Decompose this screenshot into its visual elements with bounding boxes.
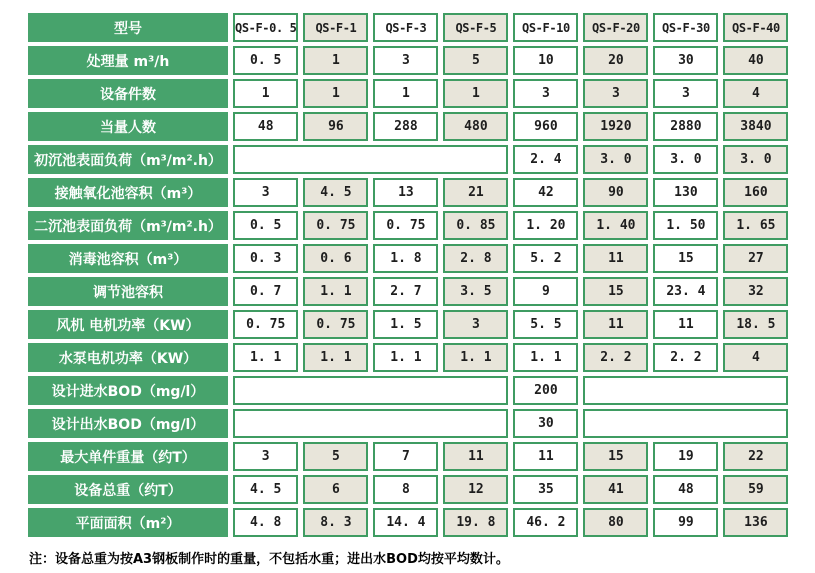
value-cell: 12: [443, 475, 508, 504]
value-cell: 3: [373, 46, 438, 75]
row-label: 风机 电机功率（KW）: [28, 310, 228, 339]
spec-table: [23, 9, 793, 541]
value-cell: 1. 5: [373, 310, 438, 339]
value-cell: 1: [303, 79, 368, 108]
spec-table-body: [28, 13, 788, 537]
value-cell: 19: [653, 442, 718, 471]
value-cell: 1. 1: [373, 343, 438, 372]
value-cell: 6: [303, 475, 368, 504]
table-row: [28, 442, 788, 471]
model-header-cell: QS-F-30: [653, 13, 718, 42]
row-label: 最大单件重量（约T）: [28, 442, 228, 471]
value-cell: 19. 8: [443, 508, 508, 537]
row-label: 水泵电机功率（KW）: [28, 343, 228, 372]
value-cell: 80: [583, 508, 648, 537]
value-cell: 15: [653, 244, 718, 273]
value-cell: 11: [443, 442, 508, 471]
table-row: [28, 46, 788, 75]
value-cell: 1. 1: [443, 343, 508, 372]
row-label: 接触氧化池容积（m³）: [28, 178, 228, 207]
value-cell: 0. 5: [233, 211, 298, 240]
value-cell: 22: [723, 442, 788, 471]
table-row: [28, 376, 788, 405]
value-cell: 41: [583, 475, 648, 504]
value-cell: 160: [723, 178, 788, 207]
value-cell: 10: [513, 46, 578, 75]
value-cell: 2. 4: [513, 145, 578, 174]
empty-merged-cell: [233, 409, 508, 438]
table-row: [28, 310, 788, 339]
value-cell: 59: [723, 475, 788, 504]
value-cell: 0. 85: [443, 211, 508, 240]
value-cell: 32: [723, 277, 788, 306]
value-cell: 2. 2: [583, 343, 648, 372]
value-cell: 0. 7: [233, 277, 298, 306]
row-label: 设计出水BOD（mg/l）: [28, 409, 228, 438]
row-label: 设备总重（约T）: [28, 475, 228, 504]
value-cell: 1: [303, 46, 368, 75]
table-row: [28, 277, 788, 306]
table-row: [28, 244, 788, 273]
value-cell: 1. 1: [233, 343, 298, 372]
table-row: [28, 145, 788, 174]
value-cell: 3: [443, 310, 508, 339]
value-cell: 8: [373, 475, 438, 504]
model-header-cell: QS-F-1: [303, 13, 368, 42]
value-cell: 30: [513, 409, 578, 438]
value-cell: 4. 5: [233, 475, 298, 504]
value-cell: 9: [513, 277, 578, 306]
value-cell: 3: [653, 79, 718, 108]
table-row: [28, 211, 788, 240]
value-cell: 15: [583, 442, 648, 471]
value-cell: 4: [723, 343, 788, 372]
value-cell: 0. 75: [373, 211, 438, 240]
value-cell: 4: [723, 79, 788, 108]
value-cell: 5: [443, 46, 508, 75]
value-cell: 0. 6: [303, 244, 368, 273]
value-cell: 90: [583, 178, 648, 207]
value-cell: 1920: [583, 112, 648, 141]
value-cell: 0. 3: [233, 244, 298, 273]
model-header-cell: QS-F-0. 5: [233, 13, 298, 42]
value-cell: 48: [653, 475, 718, 504]
row-label: 消毒池容积（m³）: [28, 244, 228, 273]
value-cell: 4. 5: [303, 178, 368, 207]
value-cell: 20: [583, 46, 648, 75]
value-cell: 1: [373, 79, 438, 108]
value-cell: 2880: [653, 112, 718, 141]
value-cell: 200: [513, 376, 578, 405]
value-cell: 35: [513, 475, 578, 504]
row-label: 初沉池表面负荷（m³/m².h）: [28, 145, 228, 174]
value-cell: 42: [513, 178, 578, 207]
value-cell: 2. 7: [373, 277, 438, 306]
model-column-title: 型号: [28, 13, 228, 42]
empty-merged-cell: [583, 409, 788, 438]
value-cell: 1: [233, 79, 298, 108]
value-cell: 3: [583, 79, 648, 108]
value-cell: 1. 20: [513, 211, 578, 240]
empty-merged-cell: [233, 376, 508, 405]
row-label: 处理量 m³/h: [28, 46, 228, 75]
table-row: [28, 343, 788, 372]
value-cell: 130: [653, 178, 718, 207]
value-cell: 480: [443, 112, 508, 141]
value-cell: 1. 1: [303, 277, 368, 306]
model-header-cell: QS-F-10: [513, 13, 578, 42]
value-cell: 1. 1: [303, 343, 368, 372]
value-cell: 1. 40: [583, 211, 648, 240]
row-label: 平面面积（m²）: [28, 508, 228, 537]
value-cell: 2. 8: [443, 244, 508, 273]
value-cell: 1. 50: [653, 211, 718, 240]
value-cell: 3: [513, 79, 578, 108]
value-cell: 23. 4: [653, 277, 718, 306]
value-cell: 3: [233, 178, 298, 207]
row-label: 调节池容积: [28, 277, 228, 306]
header-row: [28, 13, 788, 42]
value-cell: 46. 2: [513, 508, 578, 537]
value-cell: 27: [723, 244, 788, 273]
value-cell: 5. 5: [513, 310, 578, 339]
value-cell: 1. 65: [723, 211, 788, 240]
value-cell: 15: [583, 277, 648, 306]
table-row: [28, 112, 788, 141]
value-cell: 11: [583, 244, 648, 273]
value-cell: 3: [233, 442, 298, 471]
value-cell: 8. 3: [303, 508, 368, 537]
empty-merged-cell: [583, 376, 788, 405]
value-cell: 11: [513, 442, 578, 471]
value-cell: 0. 75: [303, 310, 368, 339]
value-cell: 0. 75: [233, 310, 298, 339]
value-cell: 960: [513, 112, 578, 141]
value-cell: 5. 2: [513, 244, 578, 273]
value-cell: 0. 75: [303, 211, 368, 240]
value-cell: 21: [443, 178, 508, 207]
value-cell: 13: [373, 178, 438, 207]
value-cell: 5: [303, 442, 368, 471]
value-cell: 3. 0: [583, 145, 648, 174]
value-cell: 11: [583, 310, 648, 339]
value-cell: 4. 8: [233, 508, 298, 537]
value-cell: 3. 0: [653, 145, 718, 174]
row-label: 设计进水BOD（mg/l）: [28, 376, 228, 405]
value-cell: 1: [443, 79, 508, 108]
value-cell: 14. 4: [373, 508, 438, 537]
value-cell: 1. 8: [373, 244, 438, 273]
table-row: [28, 79, 788, 108]
value-cell: 288: [373, 112, 438, 141]
value-cell: 18. 5: [723, 310, 788, 339]
row-label: 当量人数: [28, 112, 228, 141]
model-header-cell: QS-F-40: [723, 13, 788, 42]
model-header-cell: QS-F-20: [583, 13, 648, 42]
model-header-cell: QS-F-3: [373, 13, 438, 42]
value-cell: 30: [653, 46, 718, 75]
value-cell: 7: [373, 442, 438, 471]
table-row: [28, 508, 788, 537]
empty-merged-cell: [233, 145, 508, 174]
value-cell: 1. 1: [513, 343, 578, 372]
footnote: 注：设备总重为按A3钢板制作时的重量，不包括水重；进出水BOD均按平均数计。: [29, 552, 509, 567]
value-cell: 2. 2: [653, 343, 718, 372]
table-row: [28, 409, 788, 438]
value-cell: 3. 0: [723, 145, 788, 174]
value-cell: 3. 5: [443, 277, 508, 306]
value-cell: 96: [303, 112, 368, 141]
value-cell: 136: [723, 508, 788, 537]
table-row: [28, 178, 788, 207]
row-label: 设备件数: [28, 79, 228, 108]
value-cell: 48: [233, 112, 298, 141]
value-cell: 40: [723, 46, 788, 75]
value-cell: 3840: [723, 112, 788, 141]
model-header-cell: QS-F-5: [443, 13, 508, 42]
table-row: [28, 475, 788, 504]
row-label: 二沉池表面负荷（m³/m².h）: [28, 211, 228, 240]
value-cell: 0. 5: [233, 46, 298, 75]
value-cell: 11: [653, 310, 718, 339]
value-cell: 99: [653, 508, 718, 537]
